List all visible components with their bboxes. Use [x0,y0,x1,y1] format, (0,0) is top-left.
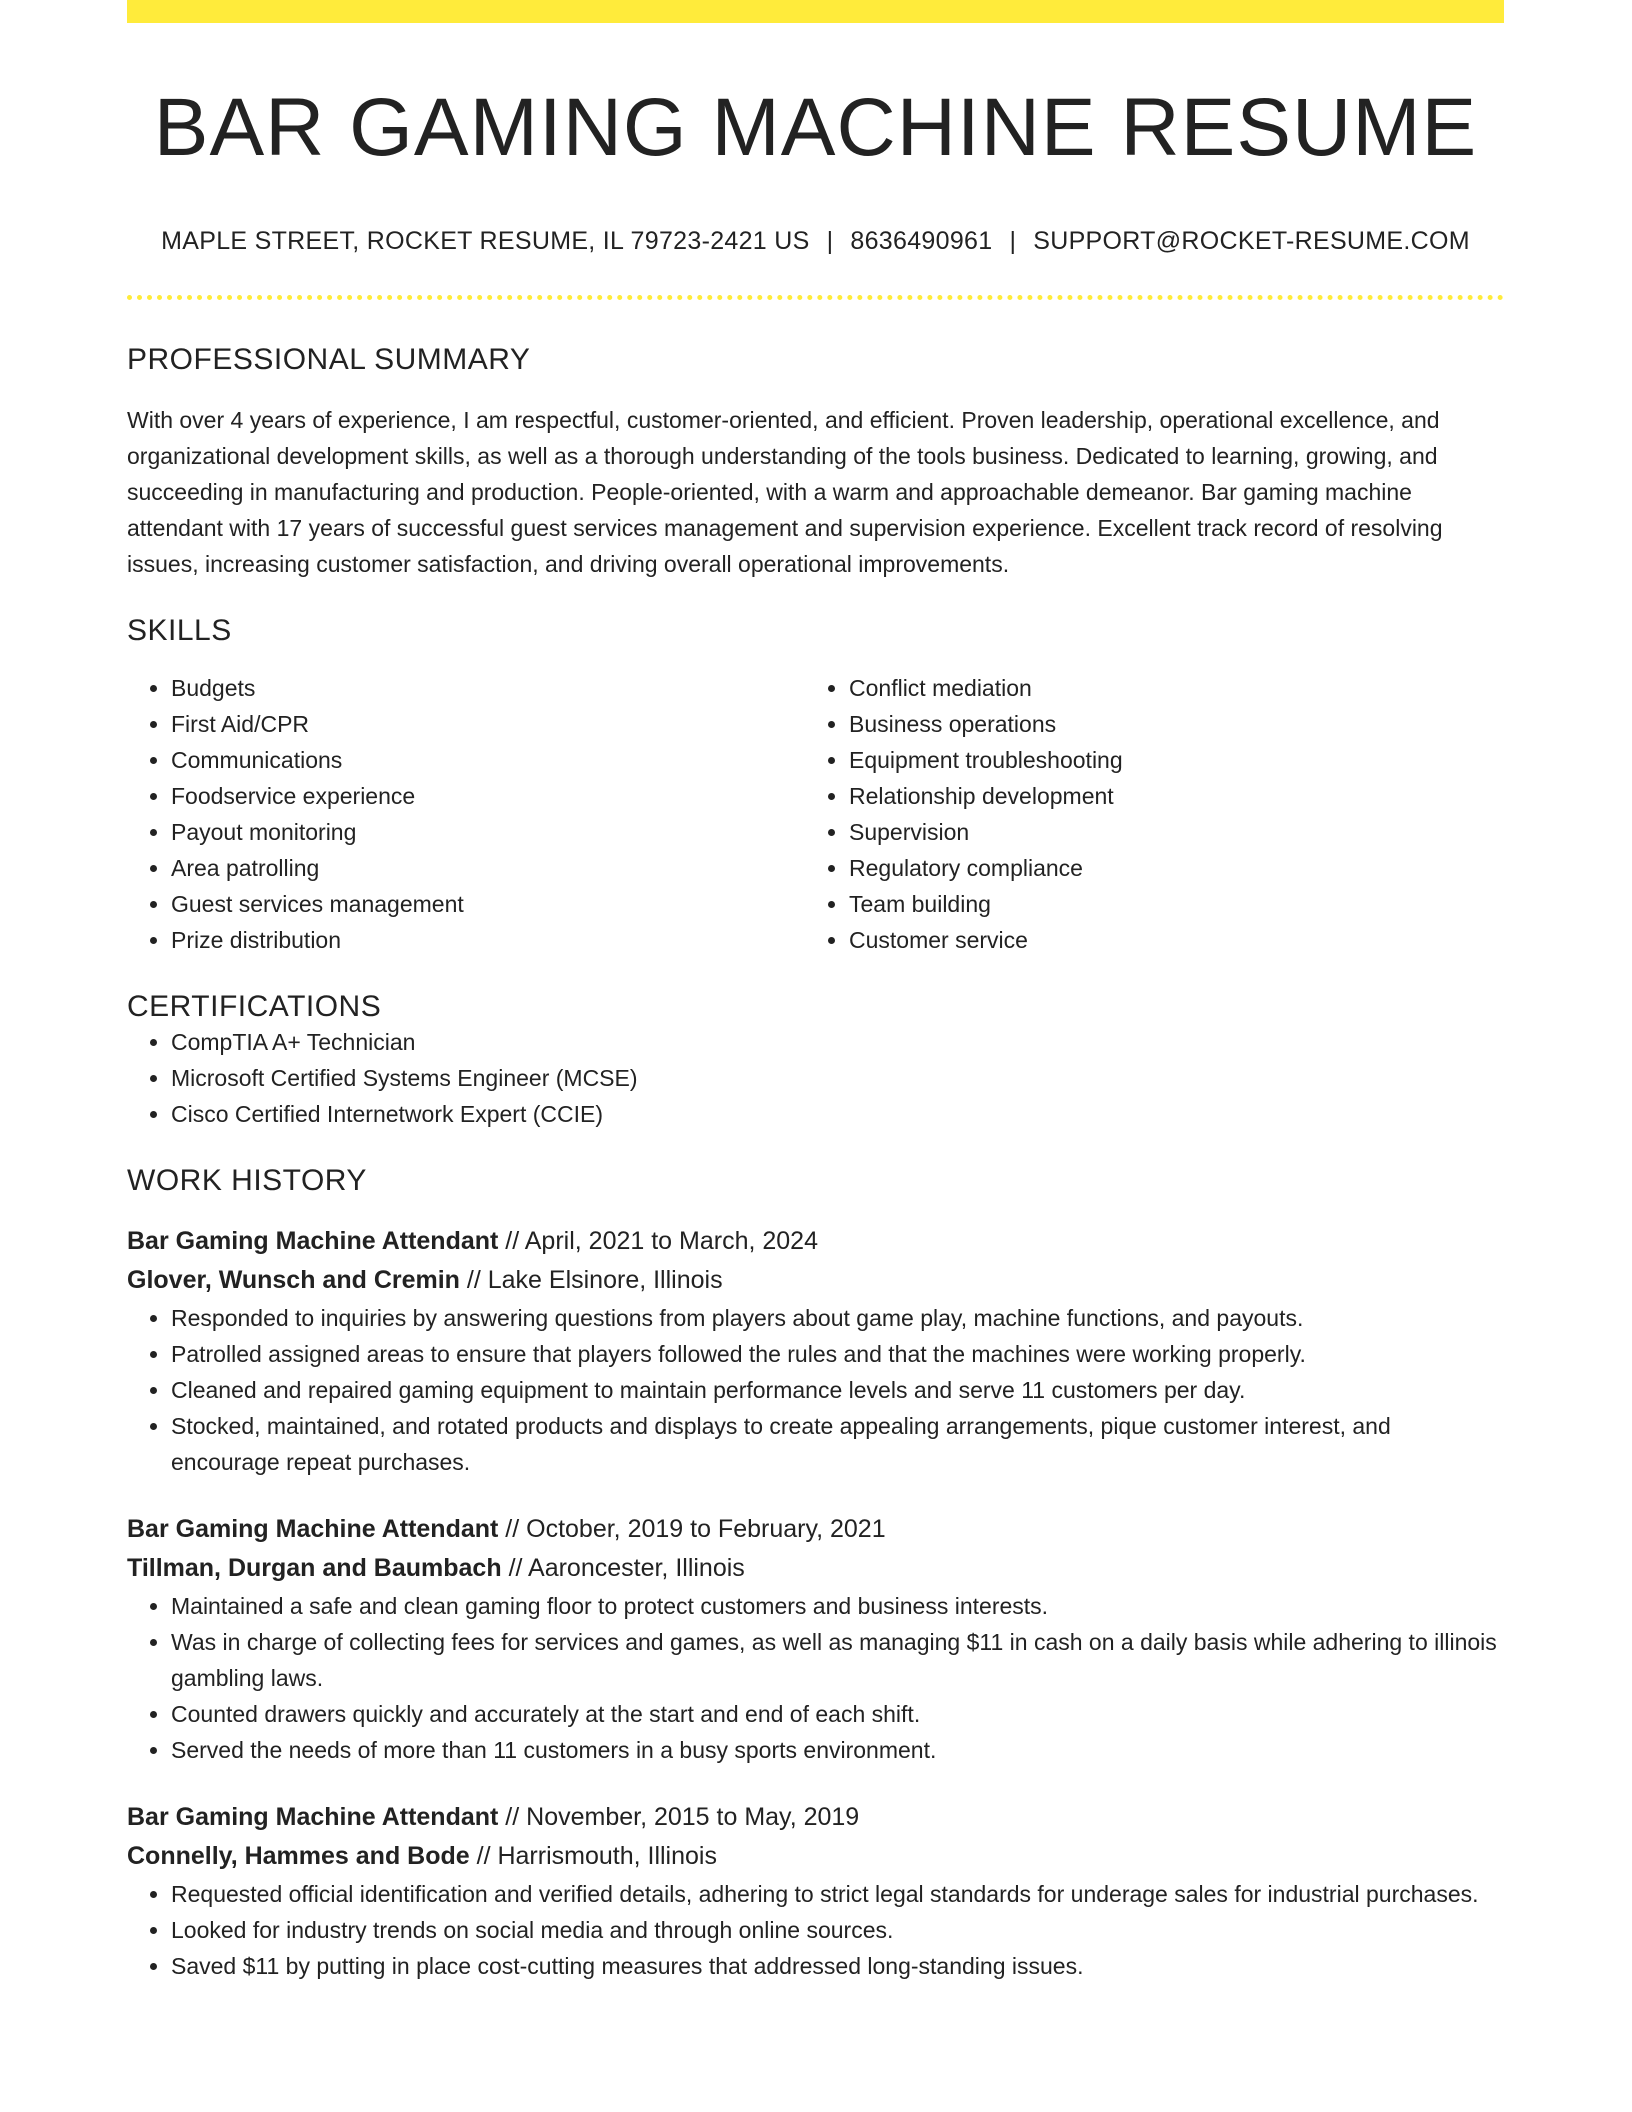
resume-page [127,0,1504,1984]
skill-item: • Guest services management [171,886,805,922]
contact-line [127,227,1504,256]
skill-item: • Conflict mediation [849,670,1483,706]
job-company-line [127,1549,1504,1588]
skill-item: • Payout monitoring [171,814,805,850]
job-bullet: • Maintained a safe and clean gaming floor to protect customers and business interests. [171,1588,1504,1624]
skills-heading: SKILLS [127,614,232,648]
skill-item: • Foodservice experience [171,778,805,814]
top-accent-bar [127,0,1504,23]
skill-item: • Prize distribution [171,922,805,958]
job-bullet: • Cleaned and repaired gaming equipment to maintain performance levels and serve 11 customers per day. [171,1372,1504,1408]
job-location: // Lake Elsinore, Illinois [466,1266,723,1295]
skill-item: • Business operations [849,706,1483,742]
job-bullet: • Patrolled assigned areas to ensure that players followed the rules and that the machines were working properly. [171,1336,1504,1372]
certification-item: • CompTIA A+ Technician [171,1024,1504,1060]
job-dates: // November, 2015 to May, 2019 [505,1803,860,1832]
skill-item: • Equipment troubleshooting [849,742,1483,778]
header-divider [127,295,1504,300]
contact-address: MAPLE STREET, ROCKET RESUME, IL 79723-2421 US [161,227,810,256]
job-dates: // October, 2019 to February, 2021 [505,1515,886,1544]
job-entry [127,1510,1504,1768]
certification-item: • Microsoft Certified Systems Engineer (MCSE) [171,1060,1504,1096]
summary-heading: PROFESSIONAL SUMMARY [127,343,531,377]
job-company-line [127,1837,1504,1876]
job-company: Glover, Wunsch and Cremin [127,1266,460,1295]
skill-item: • Communications [171,742,805,778]
job-bullet: • Stocked, maintained, and rotated products and displays to create appealing arrangements, pique customer interest, and encourage repeat purchases. [171,1408,1504,1480]
certifications-list [127,1024,1504,1132]
certification-item: • Cisco Certified Internetwork Expert (CCIE) [171,1096,1504,1132]
job-title-line [127,1222,1504,1261]
job-bullet: • Looked for industry trends on social media and through online sources. [171,1912,1504,1948]
job-bullet: • Counted drawers quickly and accurately at the start and end of each shift. [171,1696,1504,1732]
skills-column-left [127,670,805,958]
skills-columns [127,670,1504,958]
contact-separator: | [826,227,834,256]
skill-item: • Budgets [171,670,805,706]
summary-text: With over 4 years of experience, I am respectful, customer-oriented, and efficient. Proven leadership, operational excellence, and organizational development skills, as well as a thorough understanding of the tools business. Dedicated to learning, growing, and succeeding in manufacturing and production. People-oriented, with a warm and approachable demeanor. Bar gaming machine attendant with 17 years of successful guest services management and supervision experience. Excellent track record of resolving issues, increasing customer satisfaction, and driving overall operational improvements. [127,407,1443,578]
skill-item: • Supervision [849,814,1483,850]
job-location: // Aaroncester, Illinois [508,1554,745,1583]
resume-title: BAR GAMING MACHINE RESUME [153,82,1478,173]
job-title-line [127,1510,1504,1549]
work-history-heading: WORK HISTORY [127,1164,367,1198]
certifications-heading: CERTIFICATIONS [127,990,382,1024]
job-entry [127,1222,1504,1480]
contact-phone: 8636490961 [850,227,993,256]
job-company: Tillman, Durgan and Baumbach [127,1554,502,1583]
job-bullet: • Saved $11 by putting in place cost-cutting measures that addressed long-standing issues. [171,1948,1504,1984]
job-bullet: • Was in charge of collecting fees for services and games, as well as managing $11 in cash on a daily basis while adhering to illinois gambling laws. [171,1624,1504,1696]
skills-column-right [805,670,1483,958]
contact-separator: | [1009,227,1017,256]
skill-item: • Regulatory compliance [849,850,1483,886]
job-bullet: • Requested official identification and verified details, adhering to strict legal standards for underage sales for industrial purchases. [171,1876,1504,1912]
skill-item: • First Aid/CPR [171,706,805,742]
job-title-line [127,1798,1504,1837]
job-location: // Harrismouth, Illinois [476,1842,717,1871]
job-dates: // April, 2021 to March, 2024 [505,1227,818,1256]
skill-item: • Team building [849,886,1483,922]
contact-email: SUPPORT@ROCKET-RESUME.COM [1033,227,1470,256]
job-bullets [127,1588,1504,1768]
job-title: Bar Gaming Machine Attendant [127,1227,499,1256]
job-bullet: • Served the needs of more than 11 customers in a busy sports environment. [171,1732,1504,1768]
skill-item: • Area patrolling [171,850,805,886]
job-bullet: • Responded to inquiries by answering questions from players about game play, machine functions, and payouts. [171,1300,1504,1336]
job-title: Bar Gaming Machine Attendant [127,1515,499,1544]
skill-item: • Relationship development [849,778,1483,814]
job-entry [127,1798,1504,1984]
skills-list-left [127,670,805,958]
job-bullets [127,1876,1504,1984]
skills-list-right [805,670,1483,958]
job-title: Bar Gaming Machine Attendant [127,1803,499,1832]
skill-item: • Customer service [849,922,1483,958]
job-company: Connelly, Hammes and Bode [127,1842,470,1871]
job-company-line [127,1261,1504,1300]
job-bullets [127,1300,1504,1480]
